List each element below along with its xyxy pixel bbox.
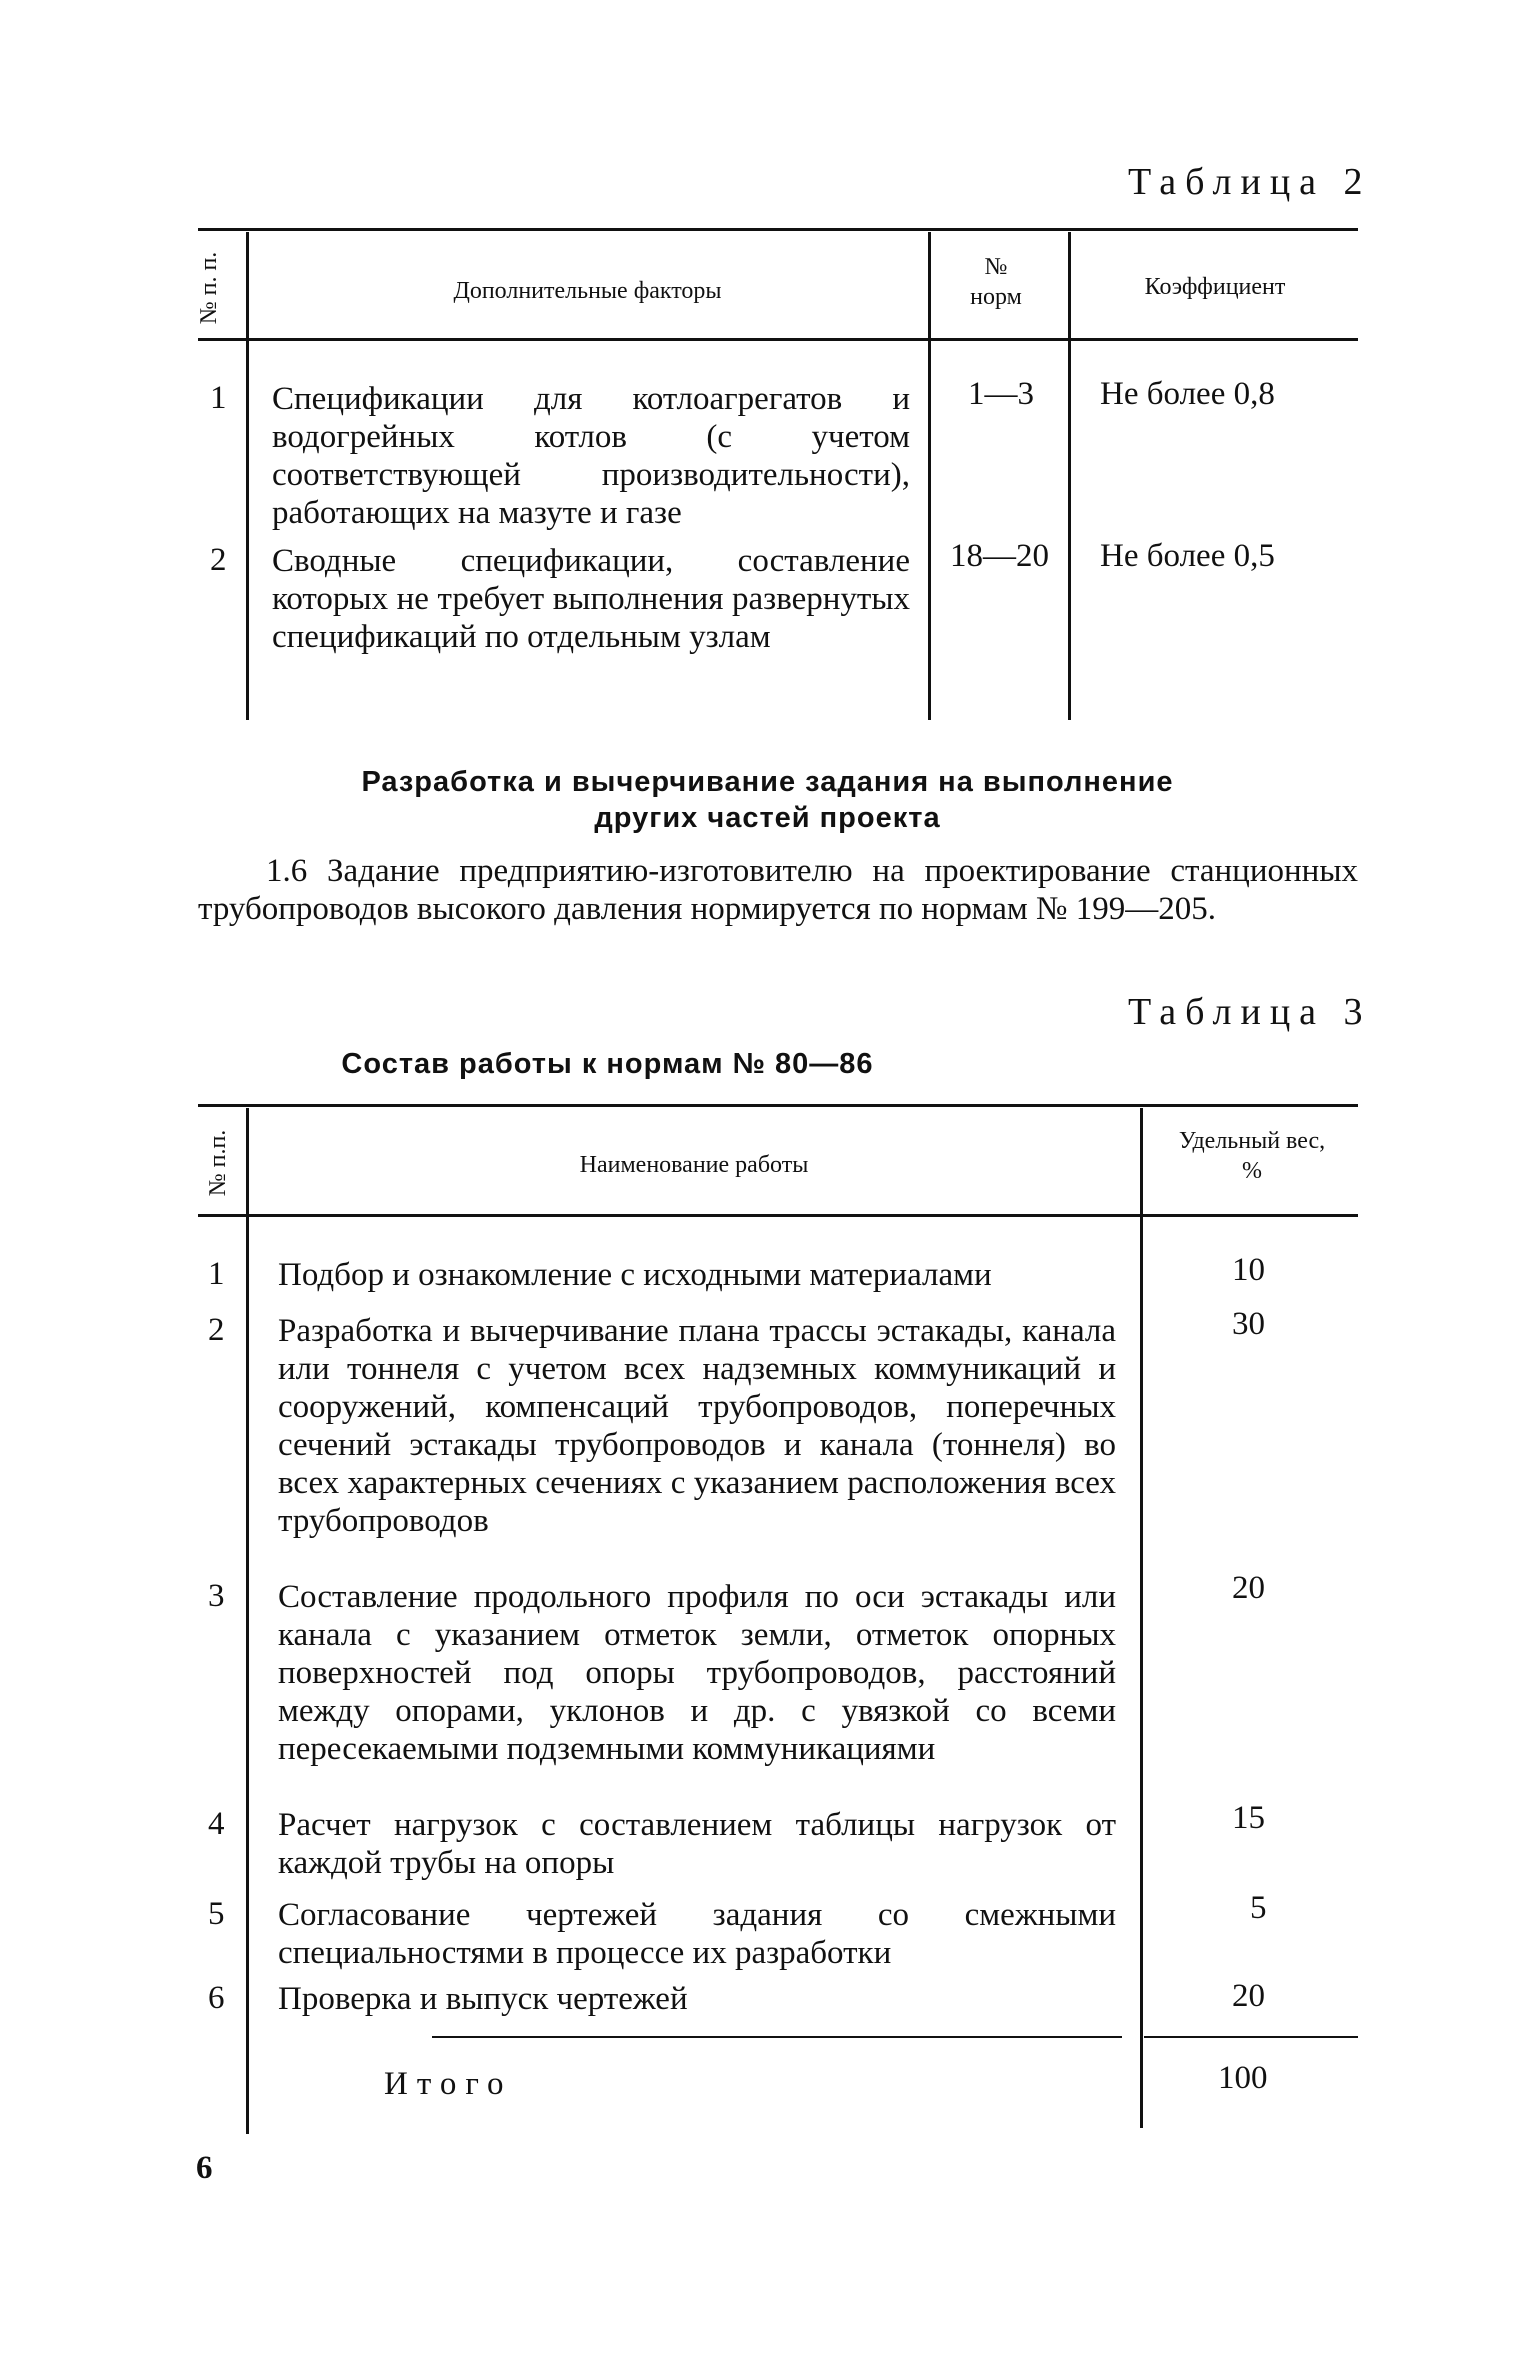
table2-top-rule [198, 228, 1358, 231]
table2-col3-divider [1068, 232, 1071, 720]
table3-total-rule-right [1144, 2036, 1358, 2038]
table3-row3-text: Составление продольного профиля по оси эстакады или канала с указанием отметок земли, отметок опорных поверхностей под опоры трубопроводов, расстояний между опорами, уклонов и др. с увязкой со всеми пересекаемыми подземными коммуникациями [278, 1579, 1116, 1767]
table2-row1-no: 1 [210, 380, 227, 416]
table3-row4-text: Расчет нагрузок с составлением таблицы нагрузок от каждой трубы на опоры [278, 1807, 1116, 1881]
section-heading-line1: Разработка и вычерчивание задания на выполнение [361, 766, 1174, 798]
page-number: 6 [196, 2150, 213, 2186]
table3-row5-text: Согласование чертежей задания со смежными специальностями в процессе их разработки [278, 1897, 1116, 1971]
table3-col2-divider [1140, 1108, 1143, 2128]
table3-header-name: Наименование работы [579, 1152, 809, 1178]
table2-col2-divider [928, 232, 931, 720]
table3-row2-weight: 30 [1232, 1306, 1265, 1342]
table3-row4-weight: 15 [1232, 1800, 1265, 1836]
table3-row1-no: 1 [208, 1256, 225, 1292]
table3-total-label: Итого [384, 2066, 513, 2102]
table2-row1-norms: 1—3 [968, 376, 1034, 412]
table3-row3-weight: 20 [1232, 1570, 1265, 1606]
table3-header-no: № п.п. [205, 1129, 231, 1197]
table3-row3-no: 3 [208, 1578, 225, 1614]
table3-row6-text: Проверка и выпуск чертежей [278, 1981, 688, 2017]
table2-row2-text: Сводные спецификации, составление которых не требует выполнения развернутых спецификаций по отдельным узлам [272, 543, 910, 655]
table2-header-rule [198, 338, 1358, 341]
table3-total-value: 100 [1218, 2060, 1268, 2096]
table2-row1-coef: Не более 0,8 [1100, 376, 1275, 412]
table3-top-rule [198, 1104, 1358, 1107]
table3-caption: Таблица 3 [1128, 991, 1372, 1033]
section-paragraph: 1.6 Задание предприятию-изготовителю на проектирование станционных трубопроводов высокого давления нормируется по нормам № 199—205. [198, 853, 1358, 927]
table3-row1-text: Подбор и ознакомление с исходными материалами [278, 1257, 992, 1293]
table3-col1-divider [246, 1108, 249, 2134]
table3-row1-weight: 10 [1232, 1252, 1265, 1288]
table2-header-norms: № норм [970, 254, 1022, 310]
table3-row2-text: Разработка и вычерчивание плана трассы эстакады, канала или тоннеля с учетом всех надземных коммуникаций и сооружений, компенсаций трубопроводов, поперечных сечений эстакады трубопроводов и канала (тоннеля) во всех характерных сечениях с указанием расположения всех трубопроводов [278, 1313, 1116, 1539]
table2-caption: Таблица 2 [1128, 161, 1372, 203]
table3-row2-no: 2 [208, 1312, 225, 1348]
table3-total-rule [432, 2036, 1122, 2038]
table3-row5-no: 5 [208, 1896, 225, 1932]
table2-row2-norms: 18—20 [950, 538, 1049, 574]
table3-row5-weight: 5 [1250, 1890, 1267, 1926]
table2-header-factors: Дополнительные факторы [453, 278, 722, 304]
table2-header-no: № п. п. [196, 251, 222, 325]
table3-title: Состав работы к нормам № 80—86 [341, 1048, 874, 1080]
table2-row2-coef: Не более 0,5 [1100, 538, 1275, 574]
table3-row6-no: 6 [208, 1980, 225, 2016]
table2-col1-divider [246, 232, 249, 720]
table2-row2-no: 2 [210, 542, 227, 578]
table3-row6-weight: 20 [1232, 1978, 1265, 2014]
table3-header-weight: Удельный вес, % [1178, 1128, 1326, 1184]
section-heading-line2: других частей проекта [594, 802, 941, 834]
table3-header-rule [198, 1214, 1358, 1217]
table2-row1-text: Спецификации для котлоагрегатов и водогрейных котлов (с учетом соответствующей производительности), работающих на мазуте и газе [272, 381, 910, 531]
table3-row4-no: 4 [208, 1806, 225, 1842]
table2-header-coef: Коэффициент [1144, 274, 1286, 300]
